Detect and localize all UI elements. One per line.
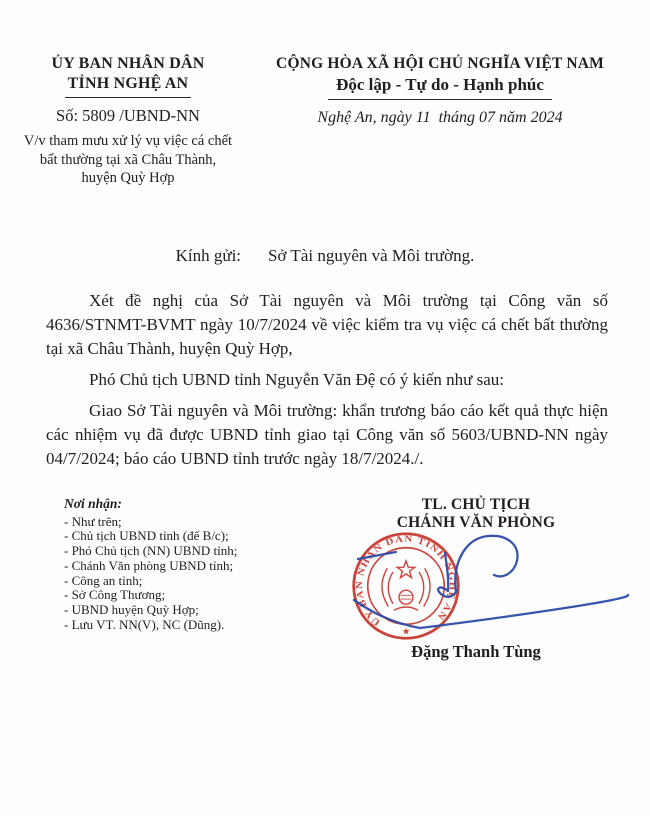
signer-title-line1: TL. CHỦ TỊCH xyxy=(421,495,531,513)
recipient-item: - UBND huyện Quỳ Hợp; xyxy=(64,602,199,618)
issuing-authority-line2: TỈNH NGHỆ AN xyxy=(65,74,192,98)
salutation-label: Kính gửi: xyxy=(175,245,242,265)
letter-footer xyxy=(0,496,650,662)
handwritten-signature xyxy=(330,532,630,644)
recipient-item: - Sở Công Thương; xyxy=(64,587,166,603)
recipient-item: - Chủ tịch UBND tỉnh (để B/c); xyxy=(64,528,229,544)
letter-header xyxy=(0,0,650,188)
issuing-authority-block xyxy=(22,54,234,188)
recipients-block xyxy=(0,496,330,662)
document-subject: V/v tham mưu xử lý vụ việc cá chết bất thường tại xã Châu Thành, huyện Quỳ Hợp xyxy=(23,133,233,186)
seal-star: ★ xyxy=(401,627,411,638)
document-number: Số: 5809 /UBND-NN xyxy=(56,106,200,125)
seal-text: ỦY BAN NHÂN DÂN TỈNH NGHỆ AN xyxy=(355,534,457,627)
national-motto-wrap xyxy=(268,74,612,100)
salutation-line xyxy=(0,246,650,266)
body-paragraph: Xét đề nghị của Sở Tài nguyên và Môi trường tại Công văn số 4636/STNMT-BVMT ngày 10/7/2024 về việc kiểm tra vụ việc cá chết bất thường tại xã Châu Thành, huyện Quỳ Hợp, xyxy=(46,290,608,358)
issuing-authority-line1: ỦY BAN NHÂN DÂN xyxy=(51,55,205,72)
body-paragraph: Phó Chủ tịch UBND tỉnh Nguyễn Văn Đệ có ý kiến như sau: xyxy=(89,369,504,389)
recipient-item: - Công an tỉnh; xyxy=(64,572,143,588)
recipient-item: - Chánh Văn phòng UBND tỉnh; xyxy=(64,557,234,573)
recipient-item: - Phó Chủ tịch (NN) UBND tỉnh; xyxy=(64,543,238,559)
place-date-line: Nghệ An, ngày 11 tháng 07 năm 2024 xyxy=(317,109,563,126)
stamp-and-signature-area xyxy=(330,534,622,642)
issuing-authority-line2-wrap xyxy=(22,74,234,98)
national-motto-block xyxy=(268,54,612,188)
national-title: CỘNG HÒA XÃ HỘI CHỦ NGHĨA VIỆT NAM xyxy=(276,55,604,72)
signature-block xyxy=(330,496,650,662)
salutation-recipient: Sở Tài nguyên và Môi trường. xyxy=(268,245,475,265)
national-motto: Độc lập - Tự do - Hạnh phúc xyxy=(328,74,552,100)
signer-name: Đặng Thanh Tùng xyxy=(411,641,541,661)
letter-body xyxy=(0,289,650,471)
signer-title-line2: CHÁNH VĂN PHÒNG xyxy=(396,513,556,531)
recipient-item: - Lưu VT. NN(V), NC (Dũng). xyxy=(64,617,225,633)
recipient-item: - Như trên; xyxy=(64,513,122,529)
recipients-label: Nơi nhận: xyxy=(64,495,122,511)
body-paragraph: Giao Sở Tài nguyên và Môi trường: khẩn trương báo cáo kết quả thực hiện các nhiệm vụ đã được UBND tỉnh giao tại Công văn số 5603/UBND-NN ngày 04/7/2024; báo cáo UBND tỉnh trước ngày 18/7/2024./. xyxy=(46,400,608,468)
